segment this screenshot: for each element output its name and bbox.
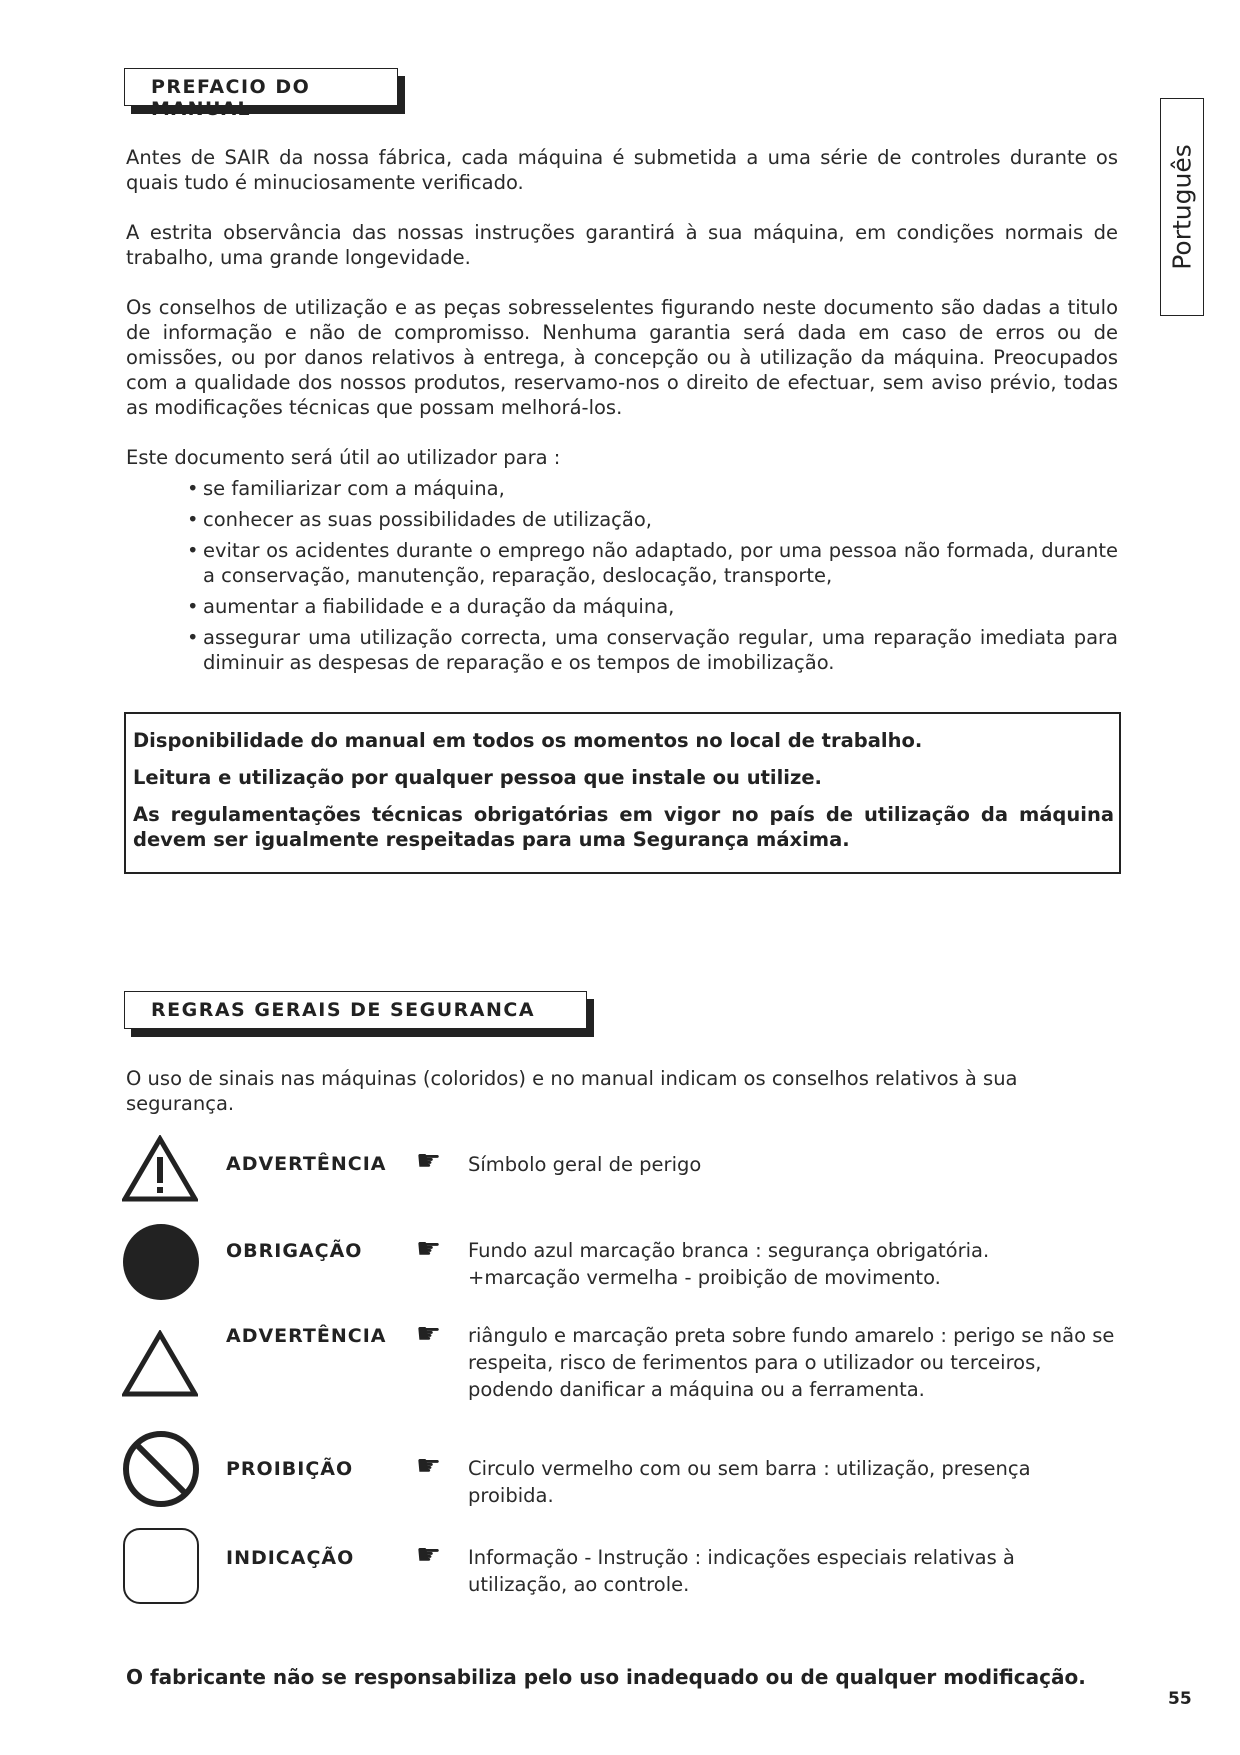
- usage-bullet-list: [187, 476, 1118, 681]
- preface-heading: [124, 68, 398, 120]
- notice-line: As regulamentações técnicas obrigatórias em vigor no país de utilização da máquina devem ser igualmente respeitadas para uma Segurança máxima.: [133, 803, 1114, 851]
- disclaimer: O fabricante não se responsabiliza pelo uso inadequado ou de qualquer modificação.: [126, 1665, 1086, 1689]
- symbol-label: OBRIGAÇÃO: [226, 1240, 363, 1262]
- pointing-hand-icon: ☛: [416, 1317, 442, 1350]
- preface-paragraph-4: Este documento será útil ao utilizador para :: [126, 446, 561, 469]
- warning-exclamation-icon: [122, 1135, 198, 1203]
- bullet-item: • se familiarizar com a máquina,: [187, 476, 1118, 501]
- safety-heading-text: REGRAS GERAIS DE SEGURANCA: [151, 999, 536, 1021]
- symbol-description: [468, 1544, 1118, 1598]
- notice-line: Leitura e utilização por qualquer pessoa que instale ou utilize.: [133, 766, 822, 789]
- symbol-description-line: Informação - Instrução : indicações especiais relativas à utilização, ao controle.: [468, 1546, 1015, 1596]
- bullet-item: • assegurar uma utilização correcta, uma conservação regular, uma reparação imediata para diminuir as despesas de reparação e os tempos de imobilização.: [187, 625, 1118, 675]
- pointing-hand-icon: ☛: [416, 1144, 442, 1177]
- symbol-description-line: riângulo e marcação preta sobre fundo amarelo : perigo se não se respeita, risco de ferimentos para o utilizador ou terceiros, podendo danificar a máquina ou a ferramenta.: [468, 1324, 1115, 1401]
- notice-line: Disponibilidade do manual em todos os momentos no local de trabalho.: [133, 729, 923, 752]
- symbol-description-line: Circulo vermelho com ou sem barra : utilização, presença proibida.: [468, 1457, 1031, 1507]
- page-number: 55: [1168, 1689, 1192, 1709]
- preface-paragraph-2: A estrita observância das nossas instruções garantirá à sua máquina, em condições normais de trabalho, uma grande longevidade.: [126, 221, 1118, 269]
- triangle-icon: [122, 1330, 198, 1398]
- symbol-description: [468, 1322, 1118, 1403]
- pointing-hand-icon: ☛: [416, 1232, 442, 1265]
- preface-paragraph-3: Os conselhos de utilização e as peças sobresselentes figurando neste documento são dadas a titulo de informação e não de compromisso. Nenhuma garantia será dada em caso de erros ou de omissões, ou por danos relativos à entrega, à concepção ou à utilização da máquina. Preocupados com a qualidade dos nossos produtos, reservamo-nos o direito de efectuar, sem aviso prévio, todas as modificações técnicas que possam melhorá-los.: [126, 296, 1118, 419]
- symbol-description: [468, 1151, 1118, 1178]
- symbol-description: [468, 1237, 1118, 1291]
- symbol-label: ADVERTÊNCIA: [226, 1153, 387, 1175]
- language-tab: [1160, 98, 1204, 316]
- symbol-description-line: +marcação vermelha - proibição de movimento.: [468, 1266, 941, 1289]
- symbol-description-line: Fundo azul marcação branca : segurança obrigatória.: [468, 1239, 990, 1262]
- language-label: Português: [1167, 144, 1197, 270]
- prohibition-icon: [122, 1430, 200, 1508]
- bullet-item: • conhecer as suas possibilidades de utilização,: [187, 507, 1118, 532]
- preface-heading-text: PREFACIO DO MANUAL: [151, 76, 311, 120]
- symbol-label: INDICAÇÃO: [226, 1547, 355, 1569]
- pointing-hand-icon: ☛: [416, 1538, 442, 1571]
- preface-paragraph-1: Antes de SAIR da nossa fábrica, cada máquina é submetida a uma série de controles durante os quais tudo é minuciosamente verificado.: [126, 146, 1118, 194]
- filled-circle-icon: [122, 1223, 200, 1301]
- bullet-item: • evitar os acidentes durante o emprego não adaptado, por uma pessoa não formada, durante a conservação, manutenção, reparação, deslocação, transporte,: [187, 538, 1118, 588]
- safety-heading: [124, 991, 587, 1029]
- symbol-label: PROIBIÇÃO: [226, 1458, 354, 1480]
- symbol-description-line: Símbolo geral de perigo: [468, 1153, 702, 1176]
- safety-intro: O uso de sinais nas máquinas (coloridos) e no manual indicam os conselhos relativos à sua segurança.: [126, 1067, 1018, 1115]
- pointing-hand-icon: ☛: [416, 1449, 442, 1482]
- bullet-item: • aumentar a fiabilidade e a duração da máquina,: [187, 594, 1118, 619]
- symbol-description: [468, 1455, 1118, 1509]
- rounded-square-icon: [122, 1527, 200, 1605]
- notice-box: [124, 712, 1121, 874]
- symbol-label: ADVERTÊNCIA: [226, 1325, 387, 1347]
